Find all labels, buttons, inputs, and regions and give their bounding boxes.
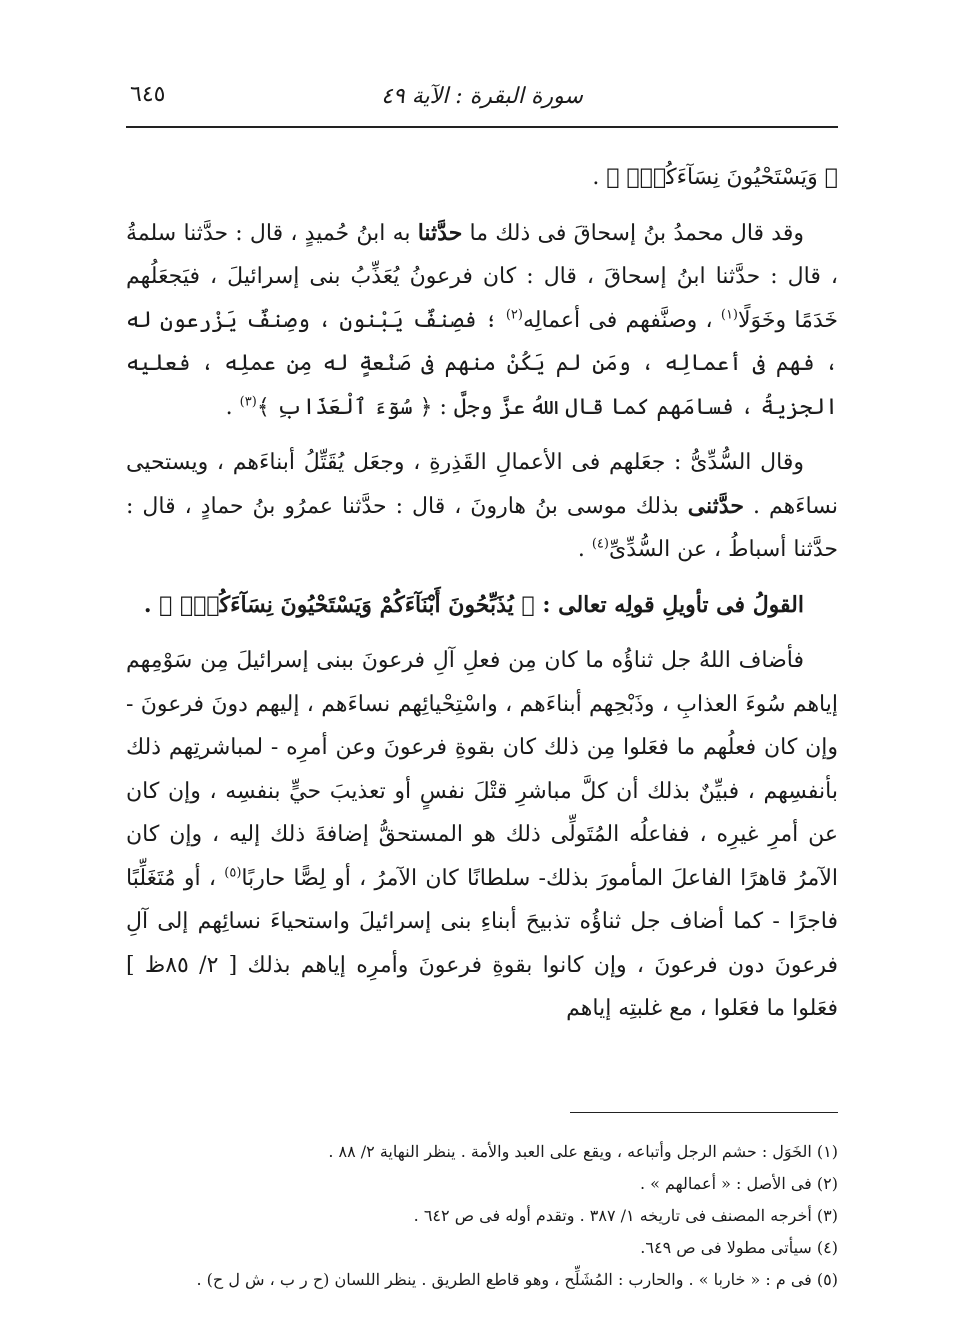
- page-number: ٦٤٥: [130, 82, 166, 107]
- footnote-5: (٥) فى م : « خاربا » . والحارب : المُشَلِّح ، وهو قاطع الطريق . ينظر اللسان (ح ر ب ، ش ل ح) .: [196, 1270, 838, 1289]
- text-run: .: [577, 537, 592, 562]
- heading-verse: ﴿ يُذَبِّحُونَ أَبْنَآءَكُمْ وَيَسْتَحْيُونَ نِسَآءَكُمْۚ ﴾: [159, 591, 535, 618]
- text-run: ، وصنَّفهم فى أعمالِه: [522, 307, 721, 333]
- text-run: ؛ فصِنفٌ يَبْنون ، وصِنفٌ يَزْرعون له ، فهم فى أعمالِه ، ومَن لم يَكُنْ منهم فى صَنْعةٍ له مِن عملِه ، فعليه الجزيةُ ، فسامَهم كما قال اللهُ عزَّ وجلَّ : ﴿ سُوٓءَ ٱلْعَذَابِ ﴾: [126, 307, 838, 420]
- footnote-4: (٤) سيأتى مطولا فى ص ٦٤٩.: [640, 1238, 838, 1257]
- text-run: وقال السُّدِّىُّ : جعَلهم فى الأعمالِ القَذِرةِ ، وجعَل يُقَتِّلُ أبناءَهم ، ويستحيى نساءَهم .: [126, 450, 838, 519]
- footnote-ref-3[interactable]: (٣): [239, 394, 257, 410]
- footnote-ref-4[interactable]: (٤): [591, 536, 609, 552]
- footnote-ref-5[interactable]: (٥): [224, 865, 242, 881]
- paragraph-commentary: [126, 639, 838, 1031]
- text-run: ، أو مُتَغَلِّبًا فاجرًا - كما أضاف جل ثناؤُه تذبيحَ أبناءِ بنى إسرائيلَ واستحياءَ نسائِهم إلى آلِ فرعونَ دون فرعونَ ، وإن كانوا بقوةِ فرعونَ وأمرِه إياهم بذلك: [126, 865, 839, 978]
- footnote-ref-1[interactable]: (١): [720, 307, 738, 323]
- footnote-ref-2[interactable]: (٢): [505, 307, 523, 323]
- footnote-1: (١) الخَوَل : حشم الرجل وأتباعه ، ويقع على العبد والأمة . ينظر النهاية ٢/ ٨٨ .: [328, 1142, 838, 1161]
- running-title: سورة البقرة : الآية ٤٩: [381, 83, 583, 109]
- section-heading: [126, 584, 838, 628]
- text-run: فعَلوا ما فعَلوا ، مع غلبتِه إياهم: [566, 996, 838, 1021]
- heading-end: .: [143, 591, 160, 618]
- main-text: [126, 156, 838, 1043]
- text-run: به ابنُ حُميدٍ ، قال : حدَّثنا سلمةُ ، قال : حدَّثنا ابنُ إسحاقَ ، قال : كان فرعونُ يُعَذِّبُ بنى إسرائيلَ ، فيَجعَلُهم خَدَمًا وخَوَلًا: [126, 220, 838, 333]
- text-run: بذلك موسى بنُ هارونَ ، قال : حدَّثنا عمرُو بنُ حمادٍ ، قال : حدَّثنا أسباطُ ، عن السُّدِّىِّ: [126, 493, 838, 562]
- text-run: .: [225, 394, 240, 420]
- footnotes: [126, 1136, 838, 1296]
- footnote-3: (٣) أخرجه المصنف فى تاريخه ١/ ٣٨٧ . وتقدم أوله فى ص ٦٤٢ .: [413, 1206, 838, 1225]
- running-header: [126, 76, 838, 116]
- hadith-term: حدَّثنا: [417, 219, 463, 246]
- text-run: وقد قال محمدُ بنُ إسحاقَ فى ذلك ما: [462, 220, 804, 246]
- manuscript-marker: [ ٢/ ٨٥ظ ]: [126, 952, 238, 978]
- heading-text: القولُ فى تأويلِ قولِه تعالى :: [534, 591, 804, 618]
- paragraph-suddi: [126, 441, 838, 572]
- paragraph-ibn-ishaq: [126, 212, 838, 430]
- footnote-rule: [570, 1112, 838, 1113]
- hadith-term: حدَّثنى: [687, 492, 744, 519]
- text-run: فأضاف اللهُ جل ثناؤُه ما كان مِن فعلِ آلِ فرعونَ ببنى إسرائيلَ مِن سَوْمِهم إياهم سُوءَ العذابِ ، وذَبْحِهم أبناءَهم ، واسْتِحْيائِهم نساءَهم ، إليهم دونَ فرعونَ - وإن كان فعلُهم ما فعَلوا مِن ذلك كان بقوةِ فرعونَ وعن أمرِه - لمباشرتِهم ذلك بأنفسِهم ، فبيِّنٌ بذلك أن كلَّ مباشرِ قتْلَ نفسٍ أو تعذيبَ حيٍّ بنفسِه ، وإن كان عن أمرِ غيرِه ، ففاعلُه المُتَولِّى ذلك هو المستحقُّ إضافةَ ذلك إليه ، وإن كان الآمرُ قاهرًا الفاعلَ المأمورَ بذلك- سلطانًا كان الآمرُ ، أو لِصًّا حاربًا: [126, 648, 838, 891]
- header-rule: [126, 126, 838, 128]
- footnote-2: (٢) فى الأصل : « أعمالهم » .: [639, 1174, 838, 1193]
- verse-continuation: ﴿ وَيَسْتَحْيُونَ نِسَآءَكُمْۚ ﴾ .: [592, 165, 838, 190]
